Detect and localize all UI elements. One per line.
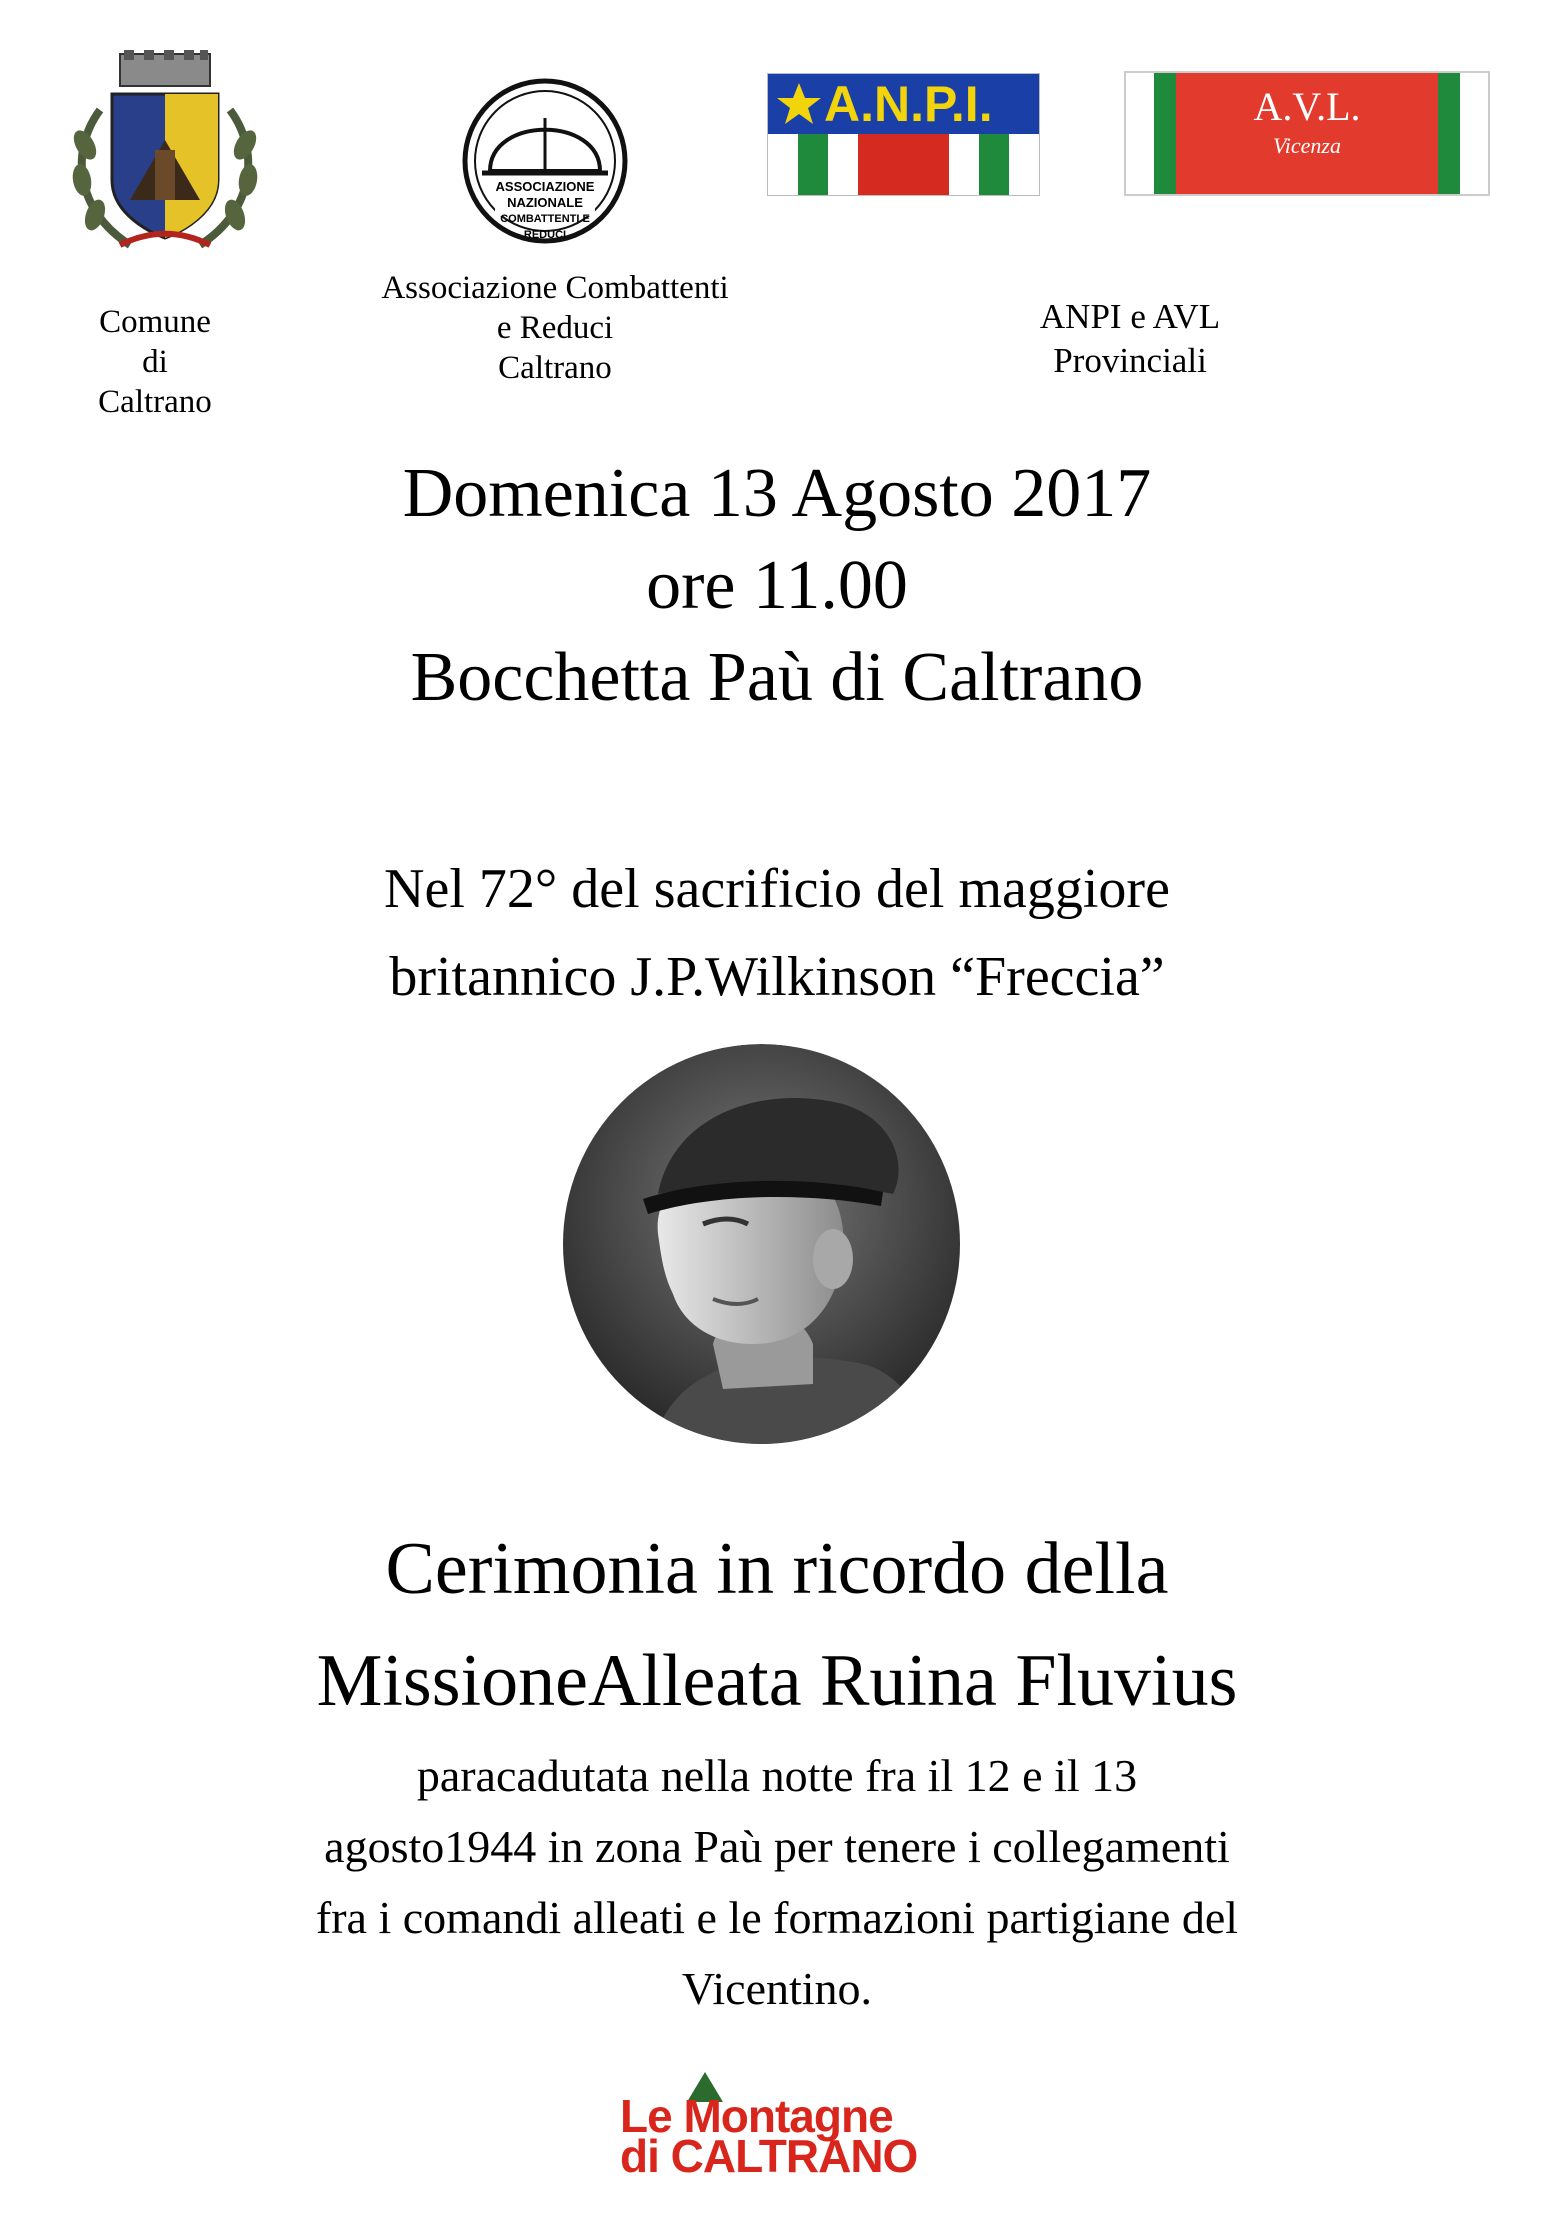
event-info <box>0 448 1554 724</box>
dedication-line-1: Nel 72° del sacrificio del maggiore <box>384 858 1170 920</box>
avl-logo-subtext: Vicenza <box>1272 133 1341 158</box>
badge-line-1: ASSOCIAZIONE <box>495 179 595 194</box>
comune-line-1: Comune <box>99 304 211 340</box>
mission-description <box>0 1740 1554 2024</box>
comune-caption <box>60 302 250 422</box>
associazione-line-1: Associazione Combattenti <box>381 270 729 306</box>
comune-line-2: di <box>142 344 168 380</box>
ceremony-title <box>0 1513 1554 1737</box>
associazione-line-3: Caltrano <box>498 350 612 386</box>
dedication-line-2: britannico J.P.Wilkinson “Freccia” <box>389 946 1165 1008</box>
associazione-caption <box>365 268 745 388</box>
anpi-logo-text: A.N.P.I. <box>824 76 993 132</box>
badge-line-2: NAZIONALE <box>507 195 583 210</box>
event-date: Domenica 13 Agosto 2017 <box>402 455 1152 532</box>
mission-line-2: agosto1944 in zona Paù per tenere i collegamenti <box>324 1821 1230 1872</box>
anpi-avl-line-1: ANPI e AVL <box>1039 297 1221 336</box>
avl-logo <box>1124 71 1490 196</box>
event-time: ore 11.00 <box>646 547 908 624</box>
logo-line-1: Le Montagne <box>620 2090 893 2142</box>
anpi-logo <box>767 73 1040 196</box>
mission-line-1: paracadutata nella notte fra il 12 e il 13 <box>416 1750 1138 1801</box>
associazione-line-2: e Reduci <box>496 310 614 346</box>
anpi-avl-caption <box>1000 295 1260 383</box>
mission-line-3: fra i comandi alleati e le formazioni partigiane del <box>315 1892 1239 1943</box>
event-place: Bocchetta Paù di Caltrano <box>410 639 1144 716</box>
soldier-portrait-icon <box>563 1044 960 1444</box>
dedication <box>0 845 1554 1021</box>
le-montagne-logo <box>620 2070 940 2190</box>
comune-line-3: Caltrano <box>98 384 212 420</box>
badge-line-3: COMBATTENTI E REDUCI <box>500 213 590 241</box>
anpi-avl-line-2: Provinciali <box>1053 341 1207 380</box>
logo-line-2: di CALTRANO <box>620 2130 918 2182</box>
avl-logo-text: A.V.L. <box>1253 84 1361 129</box>
mission-line-4: Vicentino. <box>681 1963 873 2014</box>
acr-badge-text <box>495 179 595 243</box>
ceremony-title-line-1: Cerimonia in ricordo della <box>385 1528 1169 1610</box>
ceremony-title-line-2: MissioneAlleata Ruina Fluvius <box>316 1640 1238 1722</box>
star-icon <box>776 82 822 126</box>
coat-of-arms-icon <box>60 50 270 270</box>
